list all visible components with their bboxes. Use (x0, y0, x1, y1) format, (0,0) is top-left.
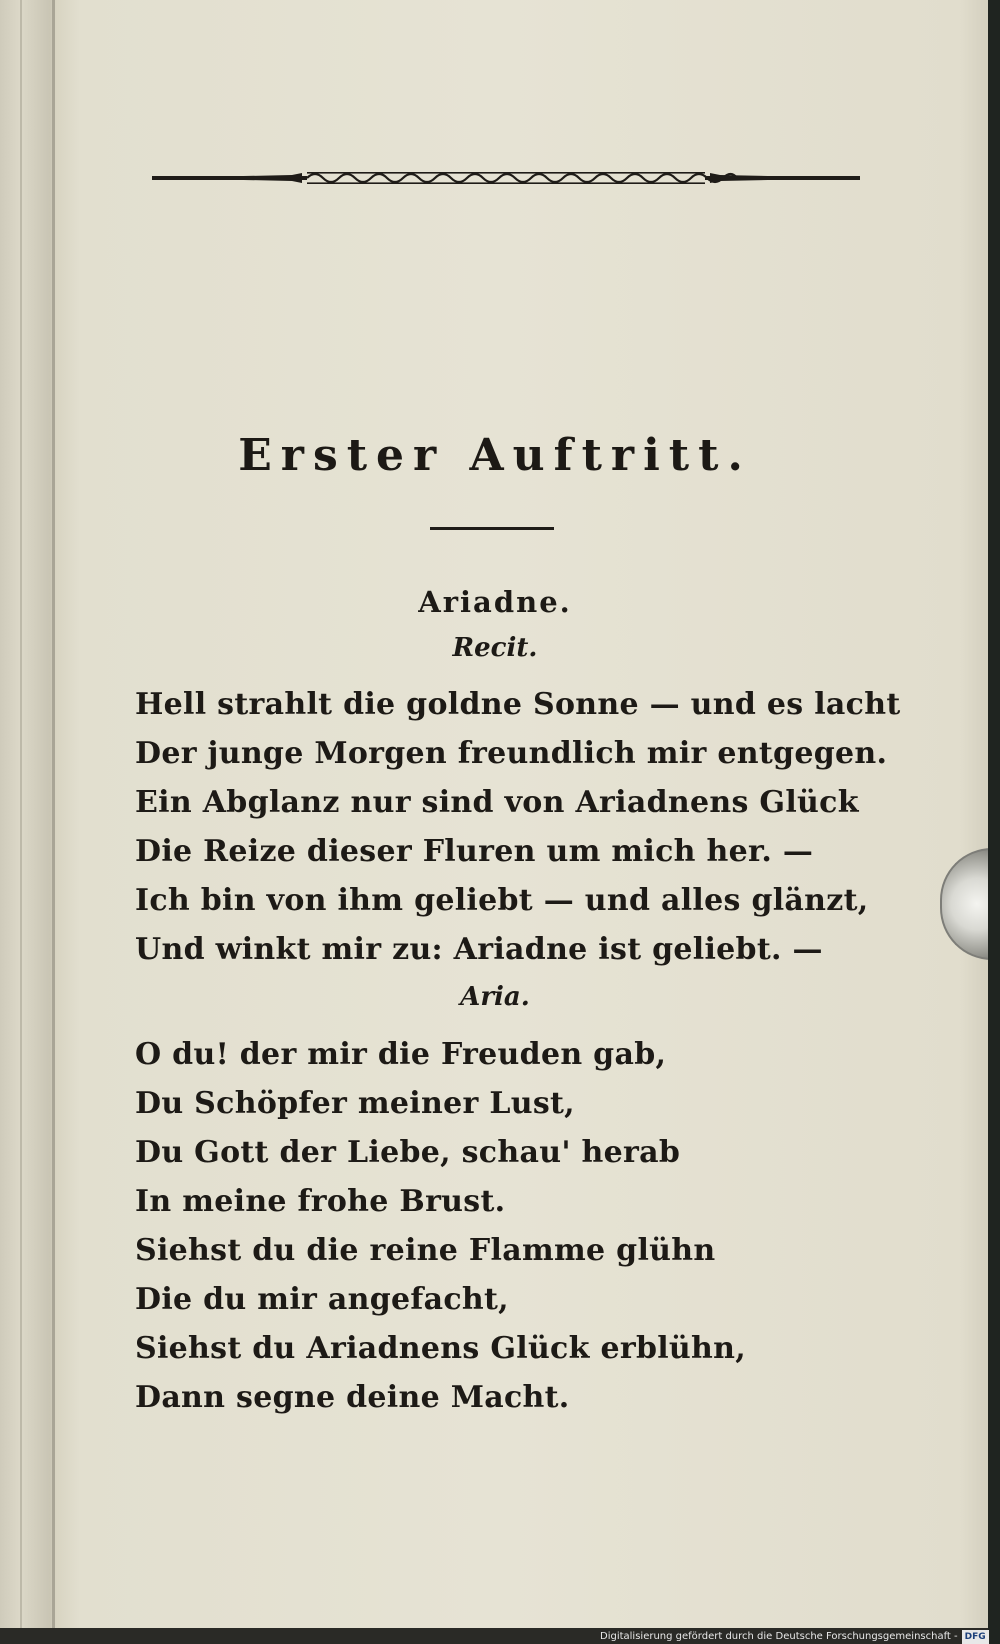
verse-line: Du Schöpfer meiner Lust, (135, 1086, 575, 1121)
spine-shadow (52, 0, 55, 1628)
verse-line: Du Gott der Liebe, schau' herab (135, 1135, 681, 1170)
aria-label: Aria. (460, 982, 530, 1012)
verse-line: Und winkt mir zu: Ariadne ist geliebt. — (135, 932, 823, 967)
spine-crease (20, 0, 22, 1628)
verse-line: Hell strahlt die goldne Sonne — und es lacht (135, 687, 901, 722)
verse-line: Siehst du Ariadnens Glück erblühn, (135, 1331, 746, 1366)
verse-line: Ein Abglanz nur sind von Ariadnens Glück (135, 785, 859, 820)
scene-heading: Erster Auftritt. (238, 430, 752, 481)
verse-line: Die du mir angefacht, (135, 1282, 509, 1317)
verse-line: Siehst du die reine Flamme glühn (135, 1233, 716, 1268)
credit-text: Digitalisierung gefördert durch die Deutsche Forschungsgemeinschaft - (600, 1631, 958, 1642)
speaker-name: Ariadne. (418, 585, 572, 619)
verse-line: Ich bin von ihm geliebt — und alles glänzt, (135, 883, 869, 918)
digitization-credit (600, 1630, 1000, 1644)
aria-lines (135, 1030, 746, 1422)
verse-line: Dann segne deine Macht. (135, 1380, 570, 1415)
verse-line: Die Reize dieser Fluren um mich her. — (135, 834, 814, 869)
ornamental-rule (152, 168, 860, 188)
verse-line: O du! der mir die Freuden gab, (135, 1037, 667, 1072)
heading-rule (430, 527, 554, 530)
book-edge (988, 0, 1000, 1644)
verse-line: Der junge Morgen freundlich mir entgegen. (135, 736, 888, 771)
dfg-logo: DFG (962, 1630, 989, 1644)
verse-line: In meine frohe Brust. (135, 1184, 506, 1219)
recit-lines (135, 680, 901, 974)
recit-label: Recit. (452, 633, 538, 663)
